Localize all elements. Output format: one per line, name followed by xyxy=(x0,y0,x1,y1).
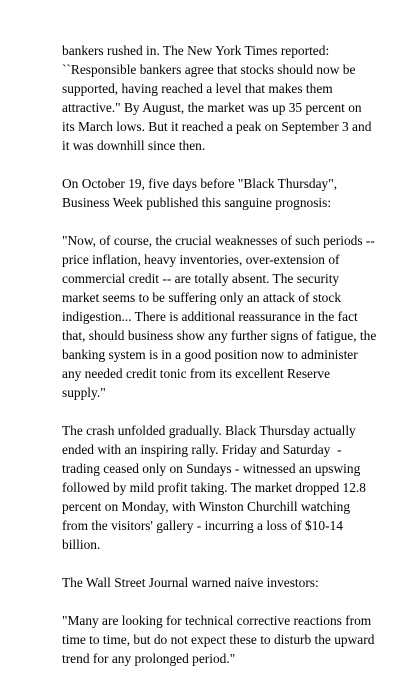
quote-business-week: "Now, of course, the crucial weaknesses of such periods -- price inflation, heavy inventories, over-extension of commercial credit -- are totally absent. The security market seems to be suffering only an attack of stock indigestion... There is additional reassurance in the fact that, should business show any further signs of fatigue, the banking system is in a good position now to administer any needed credit tonic from its excellent Reserve supply." xyxy=(62,233,377,400)
paragraph-crash-unfolded: The crash unfolded gradually. Black Thursday actually ended with an inspiring rally. Friday and Saturday - trading ceased only on Sundays - witnessed an upswing followed by mild profit taking. The market dropped 12.8 percent on Monday, with Winston Churchill watching from the visitors' gallery - incurring a loss of $10-14 billion. xyxy=(62,423,366,552)
document-body xyxy=(62,41,412,687)
quote-wsj: "Many are looking for technical corrective reactions from time to time, but do not expect these to disturb the upward trend for any prolonged period." xyxy=(62,613,375,666)
paragraph-october-19: On October 19, five days before "Black Thursday", Business Week published this sanguine prognosis: xyxy=(62,176,338,210)
paragraph-wsj-warned: The Wall Street Journal warned naive investors: xyxy=(62,575,319,590)
paragraph-bankers-rushed-in: bankers rushed in. The New York Times reported: ``Responsible bankers agree that stocks should now be supported, having reached a level that makes them attractive." By August, the market was up 35 percent on its March lows. But it reached a peak on September 3 and it was downhill since then. xyxy=(62,43,372,153)
